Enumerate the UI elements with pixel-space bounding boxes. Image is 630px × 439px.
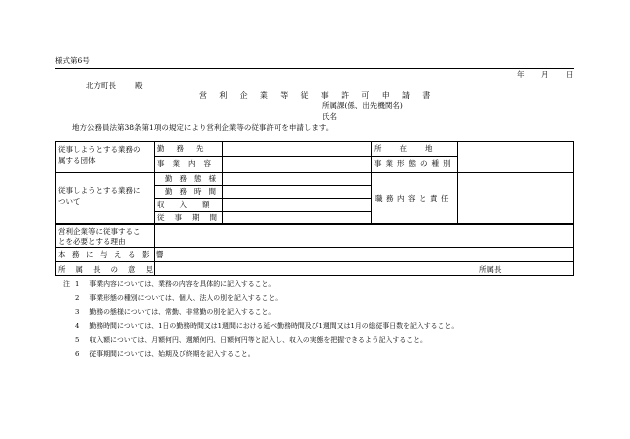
work-style-label: 勤務態様 [165, 174, 223, 183]
work-style-value[interactable] [224, 173, 369, 184]
income-label: 収入額 [157, 200, 225, 209]
duties-responsibility-label: 職務内容と責任 [375, 194, 452, 203]
supervisor-signature-label: 所属長 [479, 265, 502, 274]
duties-label-line2: ついて [58, 197, 81, 206]
impact-value[interactable] [156, 248, 572, 260]
organization-right-divider [457, 141, 458, 173]
duties-mid-divider [371, 172, 372, 224]
addressee: 北方町長 [86, 81, 116, 90]
organization-field-divider [222, 141, 223, 173]
note-item: 2 事業形態の種別については、個人、法人の別を記入すること。 [75, 294, 283, 302]
form-title-text: 営利企業等従事許可申請書 [199, 91, 443, 100]
organization-label-line2: 属する団体 [58, 156, 96, 165]
applicant-department: 所属課(係、出先機関名) [322, 101, 403, 110]
employer-name-label: 勤務先 [157, 144, 216, 153]
duties-responsibility-value[interactable] [459, 173, 572, 223]
duties-label-line1: 従事しようとする業務に [58, 186, 141, 195]
note-item: 5 収入額については、月額何円、週額何円、日額何円等と記入し、収入の実態を把握できるよう記入すること。 [75, 336, 427, 344]
note-item: 3 勤務の態様については、常勤、非常勤の別を記入すること。 [75, 308, 276, 316]
employer-name-value[interactable] [224, 142, 369, 155]
note-item: 6 従事期間については、始期及び終期を記入すること。 [75, 350, 255, 358]
date-day: 日 [566, 70, 574, 79]
organization-mid-divider [371, 141, 372, 173]
business-type-value[interactable] [459, 157, 572, 171]
location-label: 所在地 [374, 144, 451, 153]
reason-label-line2: とを必要とする理由 [58, 237, 126, 246]
location-value[interactable] [459, 142, 572, 155]
income-value[interactable] [224, 199, 369, 210]
form-number: 様式第6号 [55, 56, 90, 65]
date-year: 年 [517, 70, 525, 79]
header-rule [55, 68, 574, 69]
supervisor-opinion-value[interactable] [156, 262, 472, 275]
note-item: 1 事業内容については、業務の内容を具体的に記入すること。 [75, 280, 276, 288]
date-month: 月 [541, 70, 549, 79]
business-type-label: 事業形態の種別 [374, 159, 455, 168]
honorific: 殿 [135, 81, 143, 90]
work-hours-label: 勤務時間 [165, 187, 223, 196]
organization-label-divider [154, 141, 155, 173]
supervisor-opinion-label: 所属長の意見 [58, 265, 163, 274]
period-label: 従事期間 [157, 213, 227, 222]
duties-right-divider [457, 172, 458, 224]
form-title [199, 91, 443, 100]
work-hours-value[interactable] [224, 186, 369, 197]
applicant-name-label: 氏名 [322, 112, 337, 121]
reason-label-line1: 営利企業等に従事するこ [58, 227, 141, 236]
business-content-label: 事業内容 [157, 159, 219, 168]
reason-value[interactable] [156, 225, 572, 246]
organization-label-line1: 従事しようとする業務の [58, 145, 141, 154]
notes-prefix: 注 [63, 280, 70, 288]
request-text: 地方公務員法第38条第1項の規定により営利企業等の従事許可を申請します。 [72, 123, 334, 132]
impact-label: 本務に与える影響 [58, 250, 170, 259]
note-item: 4 勤務時間については、1日の勤務時間又は1週間における延べ勤務時間及び1週間又は1月の総従事日数を記入すること。 [75, 322, 459, 330]
business-content-value[interactable] [224, 157, 369, 171]
period-value[interactable] [224, 212, 369, 223]
